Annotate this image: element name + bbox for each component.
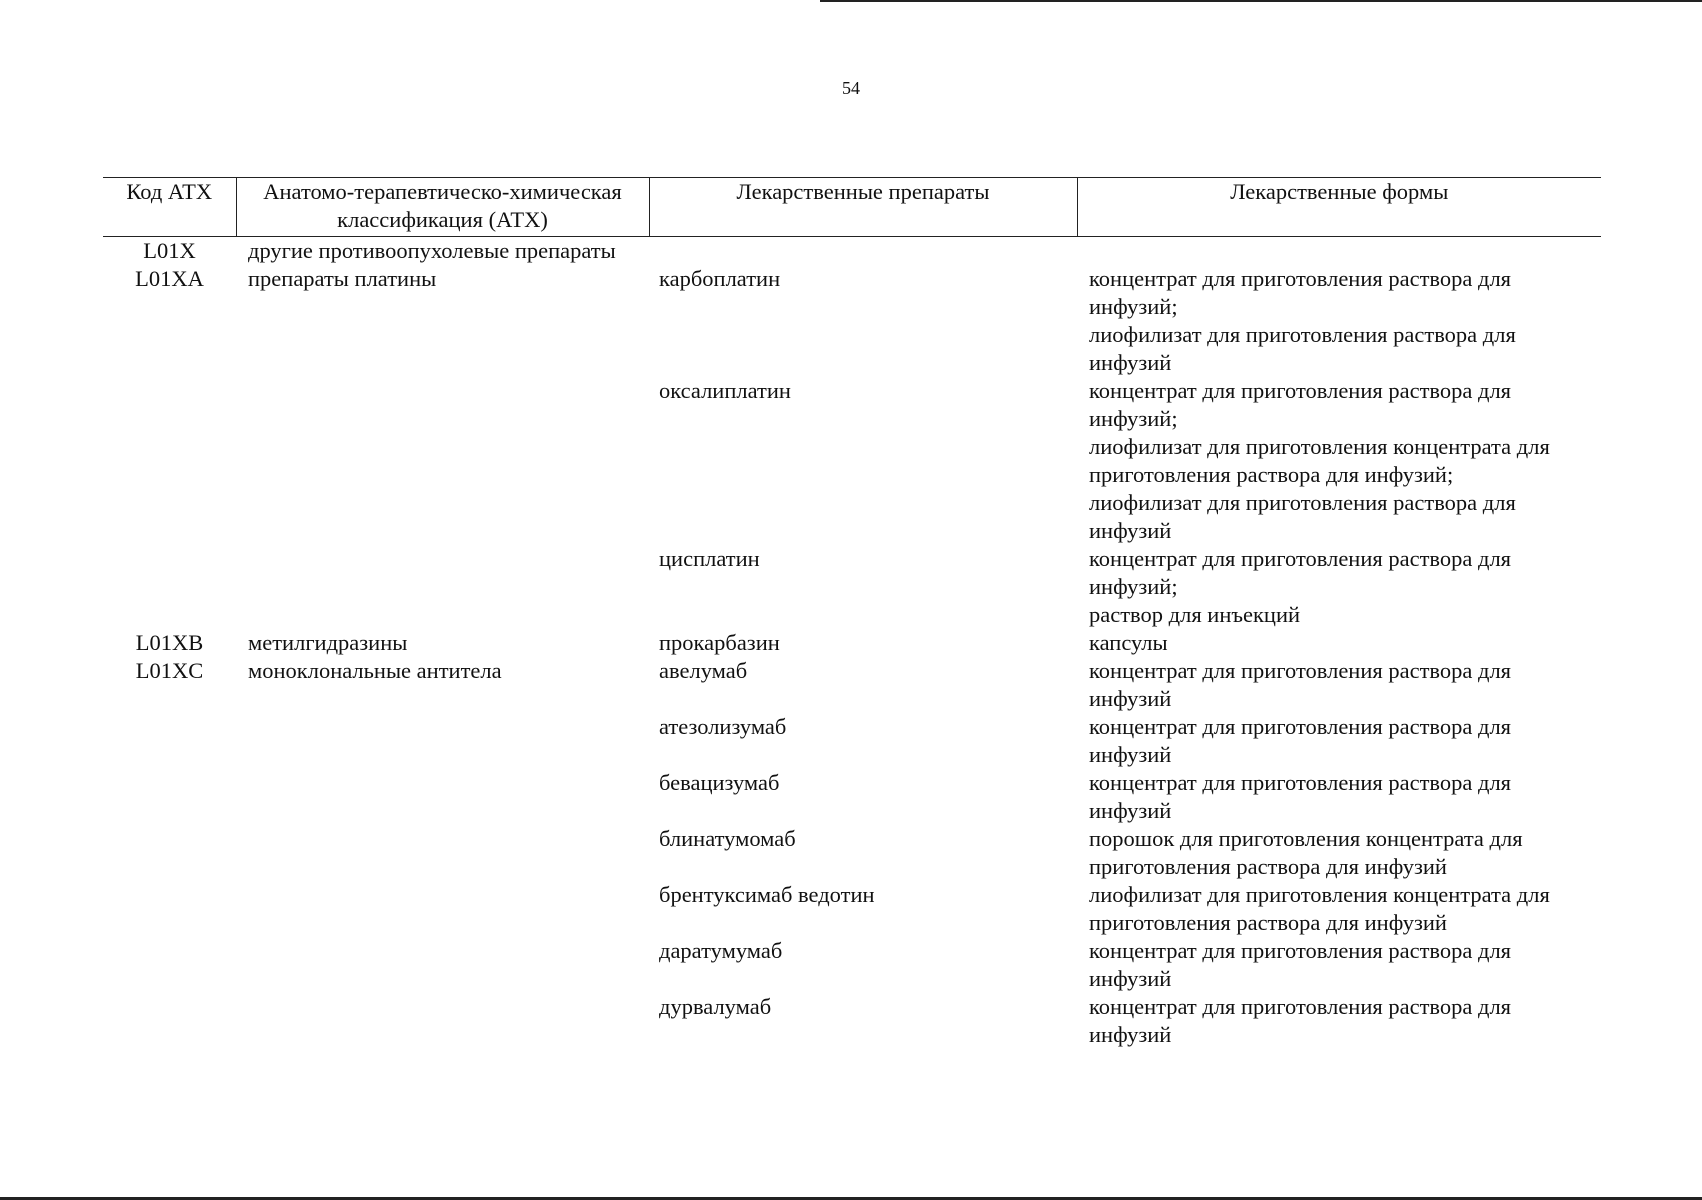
dosage-forms-cell — [1077, 629, 1601, 657]
dosage-form-item: концентрат для приготовления раствора для инфузий; — [1089, 546, 1512, 599]
dosage-forms-cell — [1077, 657, 1601, 713]
dosage-form-item: лиофилизат для приготовления концентрата для приготовления раствора для инфузий — [1089, 882, 1550, 935]
dosage-form-item: лиофилизат для приготовления раствора для инфузий — [1089, 490, 1516, 543]
atc-group-cell — [236, 769, 649, 825]
table-row — [103, 545, 1601, 629]
dosage-form-item: лиофилизат для приготовления раствора для инфузий — [1089, 322, 1516, 375]
table-row — [103, 993, 1601, 1049]
dosage-forms-cell — [1077, 881, 1601, 937]
drug-name-cell — [649, 237, 1077, 266]
atc-group-cell — [236, 713, 649, 769]
dosage-forms-list — [1089, 993, 1593, 1049]
dosage-forms-list — [1089, 377, 1593, 545]
atc-group-cell — [236, 937, 649, 993]
atc-code-cell — [103, 825, 236, 881]
table-row — [103, 377, 1601, 545]
dosage-forms-list — [1089, 545, 1593, 629]
table-row — [103, 769, 1601, 825]
header-atc: Анатомо-терапевтическо-химическая классификация (АТХ) — [236, 178, 649, 237]
table-row — [103, 629, 1601, 657]
atc-group-cell: моноклональные антитела — [248, 658, 502, 683]
atc-group-cell — [236, 881, 649, 937]
atc-group-cell — [236, 377, 649, 545]
dosage-form-item: концентрат для приготовления раствора для инфузий — [1089, 938, 1512, 991]
dosage-form-item: капсулы — [1089, 630, 1168, 655]
drug-classification-table — [103, 177, 1601, 1049]
atc-code-cell — [103, 937, 236, 993]
atc-code-cell — [103, 545, 236, 629]
table-header — [103, 178, 1601, 237]
table-row — [103, 265, 1601, 377]
dosage-forms-cell — [1077, 825, 1601, 881]
header-drugs: Лекарственные препараты — [649, 178, 1077, 237]
atc-group-cell: метилгидразины — [248, 630, 408, 655]
dosage-forms-list — [1089, 937, 1593, 993]
drug-name-cell: прокарбазин — [659, 630, 780, 655]
atc-code-cell: L01XC — [135, 658, 204, 683]
dosage-forms-list — [1089, 825, 1593, 881]
table-row — [103, 713, 1601, 769]
drug-name-cell: брентуксимаб ведотин — [659, 882, 875, 907]
atc-code-cell — [103, 713, 236, 769]
dosage-forms-cell — [1077, 237, 1601, 266]
dosage-forms-list — [1089, 769, 1593, 825]
drug-name-cell: даратумумаб — [659, 938, 783, 963]
atc-group-cell — [236, 545, 649, 629]
drug-name-cell: дурвалумаб — [659, 994, 772, 1019]
drug-name-cell: карбоплатин — [659, 266, 781, 291]
dosage-form-item: порошок для приготовления концентрата для приготовления раствора для инфузий — [1089, 826, 1523, 879]
table-row — [103, 937, 1601, 993]
dosage-forms-list — [1089, 657, 1593, 713]
dosage-form-item: лиофилизат для приготовления концентрата для приготовления раствора для инфузий; — [1089, 434, 1550, 487]
atc-group-cell: препараты платины — [248, 266, 437, 291]
table-row — [103, 237, 1601, 266]
drug-name-cell: блинатумомаб — [659, 826, 796, 851]
drug-name-cell: атезолизумаб — [659, 714, 787, 739]
atc-code-cell — [103, 377, 236, 545]
table-row — [103, 657, 1601, 713]
header-forms: Лекарственные формы — [1077, 178, 1601, 237]
atc-code-cell — [103, 993, 236, 1049]
atc-code-cell: L01XB — [135, 630, 204, 655]
atc-group-cell — [236, 825, 649, 881]
dosage-form-item: концентрат для приготовления раствора для инфузий — [1089, 658, 1512, 711]
dosage-form-item: раствор для инъекций — [1089, 602, 1301, 627]
atc-code-cell — [103, 881, 236, 937]
dosage-form-item: концентрат для приготовления раствора для инфузий; — [1089, 266, 1512, 319]
scan-edge-top — [820, 0, 1702, 2]
dosage-forms-list — [1089, 265, 1593, 377]
dosage-forms-cell — [1077, 265, 1601, 377]
table-row — [103, 881, 1601, 937]
dosage-forms-cell — [1077, 769, 1601, 825]
dosage-form-item: концентрат для приготовления раствора для инфузий — [1089, 994, 1512, 1047]
atc-code-cell: L01X — [143, 238, 196, 263]
dosage-forms-cell — [1077, 713, 1601, 769]
page-number: 54 — [842, 78, 860, 98]
dosage-forms-cell — [1077, 937, 1601, 993]
atc-code-cell: L01XA — [135, 266, 204, 291]
atc-group-cell — [236, 993, 649, 1049]
header-code: Код АТХ — [103, 178, 236, 237]
table-body — [103, 237, 1601, 1050]
table-row — [103, 825, 1601, 881]
dosage-forms-cell — [1077, 377, 1601, 545]
dosage-forms-list — [1089, 881, 1593, 937]
dosage-form-item: концентрат для приготовления раствора для инфузий — [1089, 714, 1512, 767]
drug-name-cell: цисплатин — [659, 546, 760, 571]
dosage-forms-list — [1089, 713, 1593, 769]
atc-code-cell — [103, 769, 236, 825]
dosage-forms-list — [1089, 629, 1593, 657]
dosage-forms-cell — [1077, 993, 1601, 1049]
dosage-form-item: концентрат для приготовления раствора для инфузий; — [1089, 378, 1512, 431]
dosage-forms-cell — [1077, 545, 1601, 629]
dosage-form-item: концентрат для приготовления раствора для инфузий — [1089, 770, 1512, 823]
drug-name-cell: оксалиплатин — [659, 378, 791, 403]
drug-name-cell: бевацизумаб — [659, 770, 780, 795]
drug-name-cell: авелумаб — [659, 658, 748, 683]
atc-group-cell: другие противоопухолевые препараты — [248, 238, 616, 263]
